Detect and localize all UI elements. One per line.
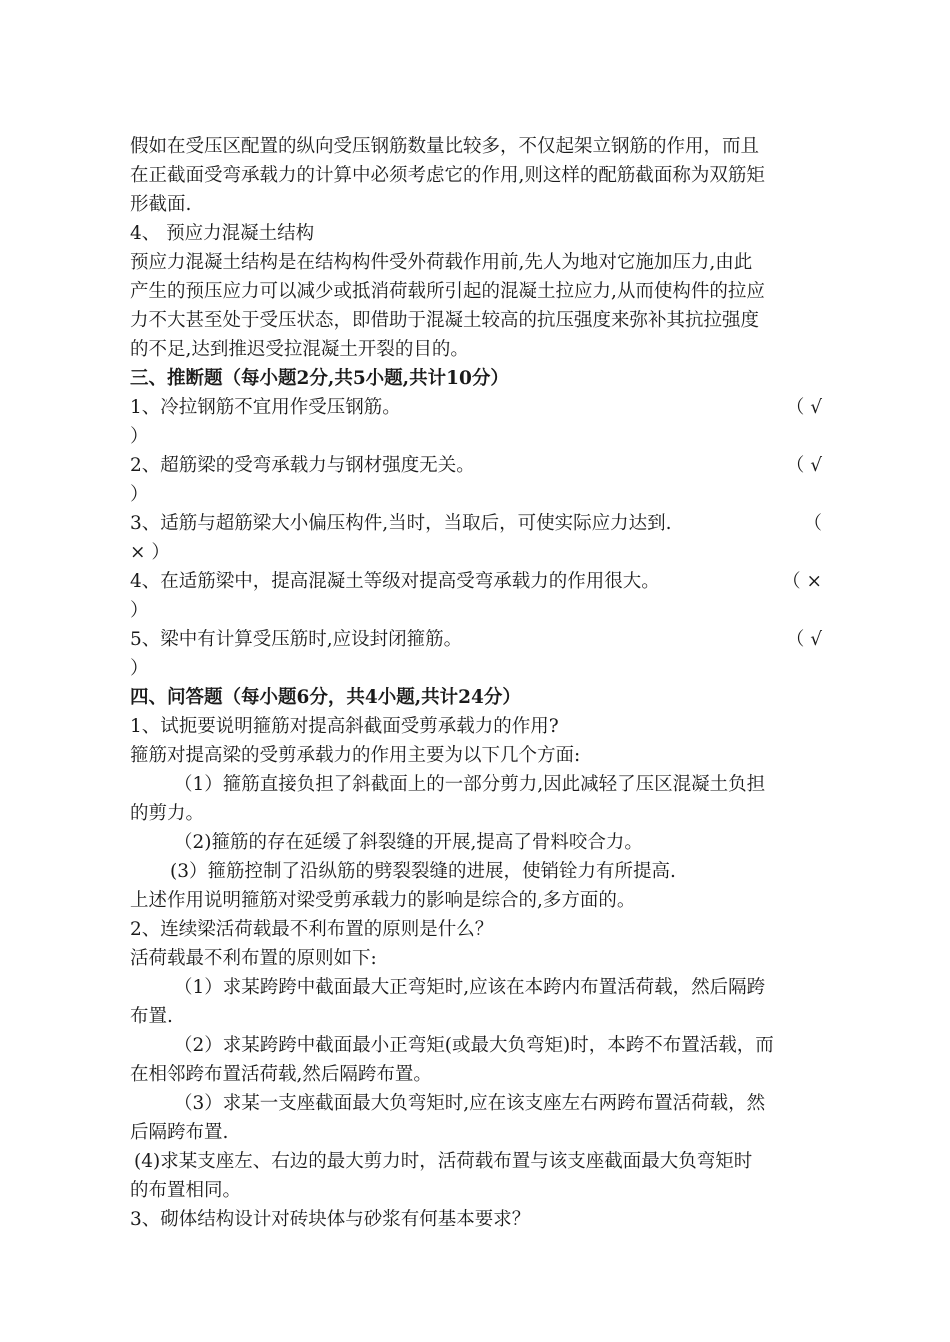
- q2-point-1-cont: 布置.: [130, 1006, 173, 1027]
- intro-line-2: 在正截面受弯承载力的计算中必须考虑它的作用,则这样的配筋截面称为双筋矩: [130, 165, 765, 186]
- q2-point-4-cont: 的布置相同。: [130, 1180, 242, 1201]
- judge-item-1-mark: （ √: [785, 397, 822, 418]
- q2-lead: 活荷载最不利布置的原则如下:: [130, 948, 377, 969]
- judge-item-4-close: ）: [130, 600, 149, 621]
- judge-item-5-mark: （ √: [785, 629, 822, 650]
- judge-item-4: [130, 567, 822, 596]
- judge-item-1: [130, 393, 822, 422]
- judge-item-3-text: 3、适筋与超筋梁大小偏压构件,当时，当取后，可使实际应力达到.: [130, 513, 672, 534]
- judge-item-3: [130, 509, 822, 538]
- judge-item-2-mark: （ √: [785, 455, 822, 476]
- section3-heading: 三、推断题（每小题2分,共5小题,共计10分）: [130, 368, 509, 389]
- q1-point-1: （1）箍筋直接负担了斜截面上的一部分剪力,因此减轻了压区混凝土负担: [174, 774, 766, 795]
- judge-item-2-text: 2、超筋梁的受弯承载力与钢材强度无关。: [130, 455, 475, 476]
- q1-point-2: （2)箍筋的存在延缓了斜裂缝的开展,提高了骨料咬合力。: [174, 832, 643, 853]
- q1-question: 1、试扼要说明箍筋对提高斜截面受剪承载力的作用?: [130, 716, 559, 737]
- judge-item-2: [130, 451, 822, 480]
- q3-question: 3、砌体结构设计对砖块体与砂浆有何基本要求？: [130, 1209, 531, 1230]
- item4-line-3: 力不大甚至处于受压状态，即借助于混凝土较高的抗压强度来弥补其抗拉强度: [130, 310, 760, 331]
- judge-item-5: [130, 625, 822, 654]
- judge-item-4-mark: （ ×: [782, 571, 822, 592]
- q1-point-3: (3）箍筋控制了沿纵筋的劈裂裂缝的进展，使销铨力有所提高.: [170, 861, 676, 882]
- judge-item-4-text: 4、在适筋梁中，提高混凝土等级对提高受弯承载力的作用很大。: [130, 571, 660, 592]
- judge-item-1-close: ）: [130, 426, 149, 447]
- item4-line-2: 产生的预压应力可以减少或抵消荷载所引起的混凝土拉应力,从而使构件的拉应: [130, 281, 765, 302]
- q2-question: 2、连续梁活荷载最不利布置的原则是什么？: [130, 919, 494, 940]
- q2-point-4: (4)求某支座左、右边的最大剪力时，活荷载布置与该支座截面最大负弯矩时: [134, 1151, 753, 1172]
- q2-point-1: （1）求某跨跨中截面最大正弯矩时,应该在本跨内布置活荷载，然后隔跨: [174, 977, 766, 998]
- q1-lead: 箍筋对提高梁的受剪承载力的作用主要为以下几个方面:: [130, 745, 581, 766]
- item4-line-4: 的不足,达到推迟受拉混凝土开裂的目的。: [130, 339, 469, 360]
- q1-point-1-cont: 的剪力。: [130, 803, 205, 824]
- judge-item-3-mark: （: [803, 513, 822, 534]
- intro-line-1: 假如在受压区配置的纵向受压钢筋数量比较多，不仅起架立钢筋的作用，而且: [130, 136, 760, 157]
- q2-point-3: （3）求某一支座截面最大负弯矩时,应在该支座左右两跨布置活荷载，然: [174, 1093, 766, 1114]
- item4-line-1: 预应力混凝土结构是在结构构件受外荷载作用前,先人为地对它施加压力,由此: [130, 252, 753, 273]
- q2-point-2-cont: 在相邻跨布置活荷载,然后隔跨布置。: [130, 1064, 432, 1085]
- q2-point-2: （2）求某跨跨中截面最小正弯矩(或最大负弯矩)时，本跨不布置活载，而: [174, 1035, 774, 1056]
- judge-item-1-text: 1、冷拉钢筋不宜用作受压钢筋。: [130, 397, 401, 418]
- intro-line-3: 形截面.: [130, 194, 192, 215]
- item4-title: 4、 预应力混凝土结构: [130, 223, 315, 244]
- judge-item-5-close: ）: [130, 658, 149, 679]
- judge-item-3-close: × ）: [130, 542, 170, 563]
- q2-point-3-cont: 后隔跨布置.: [130, 1122, 229, 1143]
- section4-heading: 四、问答题（每小题6分，共4小题,共计24分）: [130, 687, 521, 708]
- judge-item-2-close: ）: [130, 484, 149, 505]
- judge-item-5-text: 5、梁中有计算受压筋时,应设封闭箍筋。: [130, 629, 463, 650]
- q1-summary: 上述作用说明箍筋对梁受剪承载力的影响是综合的,多方面的。: [130, 890, 636, 911]
- document-page: [130, 132, 822, 1234]
